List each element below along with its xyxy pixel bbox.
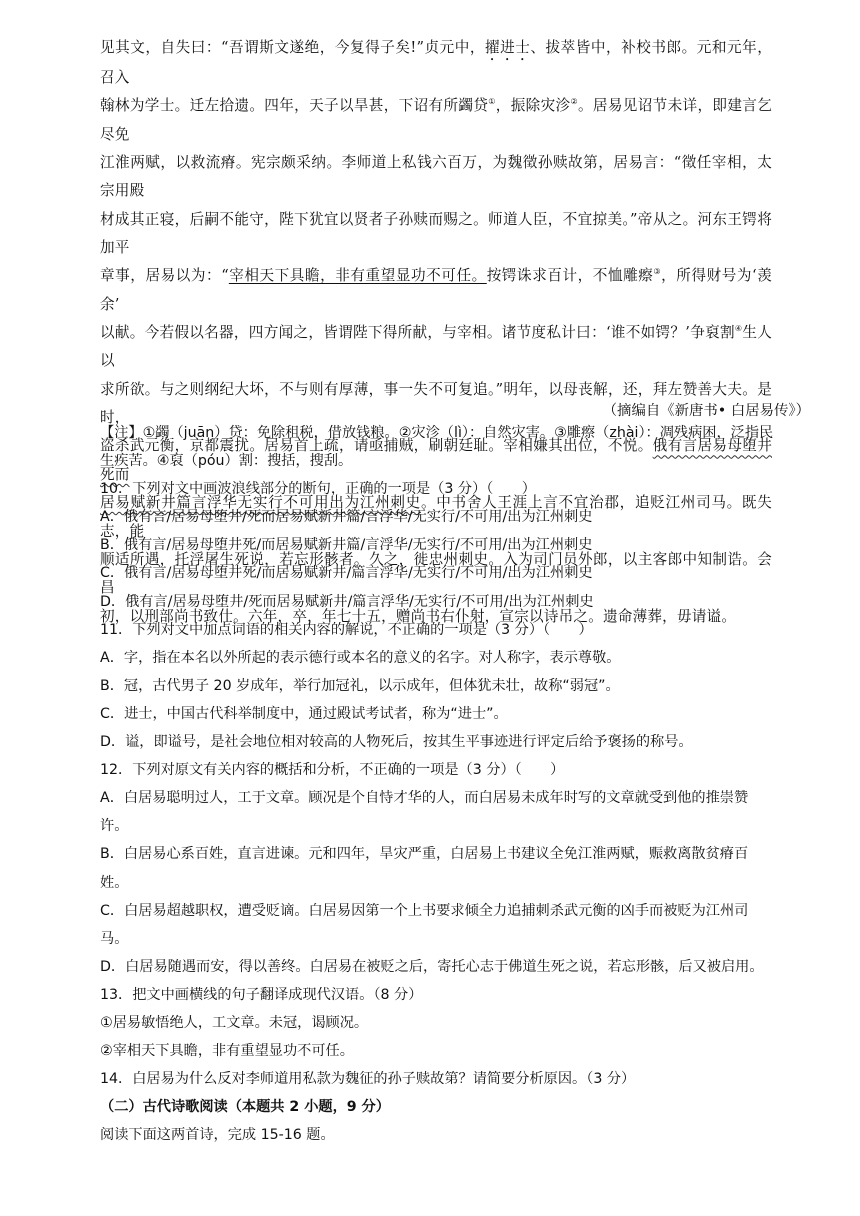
option-12-c: C．白居易超越职权，遭受贬谪。白居易因第一个上书要求倾全力追捕刺杀武元衡的凶手而被贬为江州司 [100,902,749,919]
note-line: 【注】①蠲（juān）贷：免除租税，借放钱粮。②灾沴（lì）：自然灾害。③雕瘵（zhài）：凋残病困，泛指民 [100,425,774,441]
passage-line: 居易赋新井篇言浮华无实行不可用出为江州刺史。中书舍人王涯上言不宜治郡，追贬江州司马。既失志，能 [100,494,773,540]
option-12-d: D．白居易随遇而安，得以善终。白居易在被贬之后，寄托心志于佛道生死之说，若忘形骸，后又被启用。 [100,958,764,975]
option-11-a: A．字，指在本名以外所起的表示德行或本名的意义的名字。对人称字，表示尊敬。 [100,649,621,666]
passage-line: 盗杀武元衡，京都震扰。居易首上疏，请亟捕贼，刷朝廷耻。宰相嫌其出位，不悦。俄有言居易母堕井死而 [100,437,772,483]
wavy-underlined-text: 居易赋新井篇言浮华无实行不可用出为江州刺史 [100,494,421,512]
wavy-underlined-text: 俄有言居易母堕井死而 [100,437,772,483]
note-line: 生疾苦。④裒（póu）割：搜括，搜刮。 [100,453,353,470]
underlined-sentence: 宰相天下具瞻，非有重望显功不可任。 [228,267,487,285]
passage-line: 顺适所遇，托浮屠生死说，若忘形骸者。久之，徙忠州刺史。入为司门员外郎，以主客郎中知制诰。会昌 [100,550,772,597]
option-12-a: A．白居易聪明过人，工于文章。顾况是个自恃才华的人，而白居易未成年时写的文章就受到他的推崇赞 [100,790,749,807]
option-10-b: B．俄有言/居易母堕井死/而居易赋新井篇/言浮华/无实行/不可用/出为江州刺史 [100,537,593,554]
question-10-stem: 10．下列对文中画波浪线部分的断句，正确的一项是（3 分）（ ） [100,481,536,498]
option-12-c-cont: 马。 [100,930,129,947]
option-11-d: D．谥，即谥号，是社会地位相对较高的人物死后，按其生平事迹进行评定后给予褒扬的称号。 [100,734,693,751]
passage-line: 章事，居易以为：“宰相天下具瞻，非有重望显功不可任。按锷诛求百计，不恤雕瘵③，所得财号为‘羡余’ [100,267,773,313]
footnote-mark: ② [570,97,578,107]
passage-line: 求所欲。与之则纲纪大坏，不与则有厚薄，事一失不可复追。”明年，以母丧解，还，拜左赞善大夫。是时， [100,380,772,427]
question-11-stem: 11．下列对文中加点词语的相关内容的解说，不正确的一项是（3 分）（ ） [100,621,593,638]
option-12-b-cont: 姓。 [100,874,129,891]
section-intro: 阅读下面这两首诗，完成 15-16 题。 [100,1127,335,1144]
dotted-word: 擢进士 [484,39,531,56]
option-12-b: B．白居易心系百姓，直言进谏。元和四年，旱灾严重，白居易上书建议全免江淮两赋，赈救离散贫瘠百 [100,846,749,863]
option-10-c: C．俄有言/居易母堕井死/而居易赋新井/篇言浮华/无实行/不可用/出为江州刺史 [100,565,593,582]
option-12-a-cont: 许。 [100,818,129,835]
passage-line: 初，以刑部尚书致仕。六年，卒，年七十五，赠尚书右仆射，宣宗以诗吊之。遗命薄葬，毋请谥。 [100,607,737,625]
option-10-d: D．俄有言/居易母堕井/死而居易赋新井/篇言浮华/无实行/不可用/出为江州刺史 [100,593,594,610]
passage-line: 见其文，自失曰：“吾谓斯文遂绝，今复得子矣!”贞元中，擢进士、拔萃皆中，补校书郎。元和元年，召入 [100,39,772,86]
section-heading: （二）古代诗歌阅读（本题共 2 小题，9 分） [100,1099,390,1116]
passage-line: 材成其正寝，后嗣不能守，陛下犹宜以贤者子孙赎而赐之。师道人臣，不宜掠美。”帝从之。河东王锷将加平 [100,210,772,257]
passage-line: 江淮两赋，以救流瘠。宪宗颇采纳。李师道上私钱六百万，为魏徵孙赎故第，居易言：“徵任宰相，太宗用殿 [100,154,772,200]
footnote-mark: ④ [734,324,743,334]
questions [100,419,780,1149]
passage-line: 以献。今若假以名器，四方闻之，皆谓陛下得所献，与宰相。诸节度私计曰：‘谁不如锷？’争裒割④生人以 [100,324,773,370]
option-11-c: C．进士，中国古代科举制度中，通过殿试考试者，称为“进士”。 [100,705,508,722]
footnote-mark: ③ [653,267,662,277]
option-11-b: B．冠，古代男子 20 岁成年，举行加冠礼，以示成年，但体犹未壮，故称“弱冠”。 [100,677,620,694]
sentence-13-2: ②宰相天下具瞻，非有重望显功不可任。 [100,1043,354,1060]
question-13-stem: 13．把文中画横线的句子翻译成现代汉语。（8 分） [100,986,423,1003]
question-14-stem: 14．白居易为什么反对李师道用私款为魏征的孙子赎故第？请简要分析原因。（3 分） [100,1071,636,1088]
question-12-stem: 12．下列对原文有关内容的概括和分析，不正确的一项是（3 分）（ ） [100,762,565,779]
source-citation: （摘编自《新唐书• 白居易传》） [602,403,810,419]
passage-line: 翰林为学士。迁左拾遗。四年，天子以旱甚，下诏有所蠲贷①，振除灾沴②。居易见诏节未详，即建言乞尽免 [100,97,772,143]
option-10-a: A．俄有言/居易母堕井/死而居易赋新井篇/言浮华/无实行/不可用/出为江州刺史 [100,509,593,526]
footnote-mark: ① [488,97,496,107]
sentence-13-1: ①居易敏悟绝人，工文章。未冠，谒顾况。 [100,1014,369,1031]
